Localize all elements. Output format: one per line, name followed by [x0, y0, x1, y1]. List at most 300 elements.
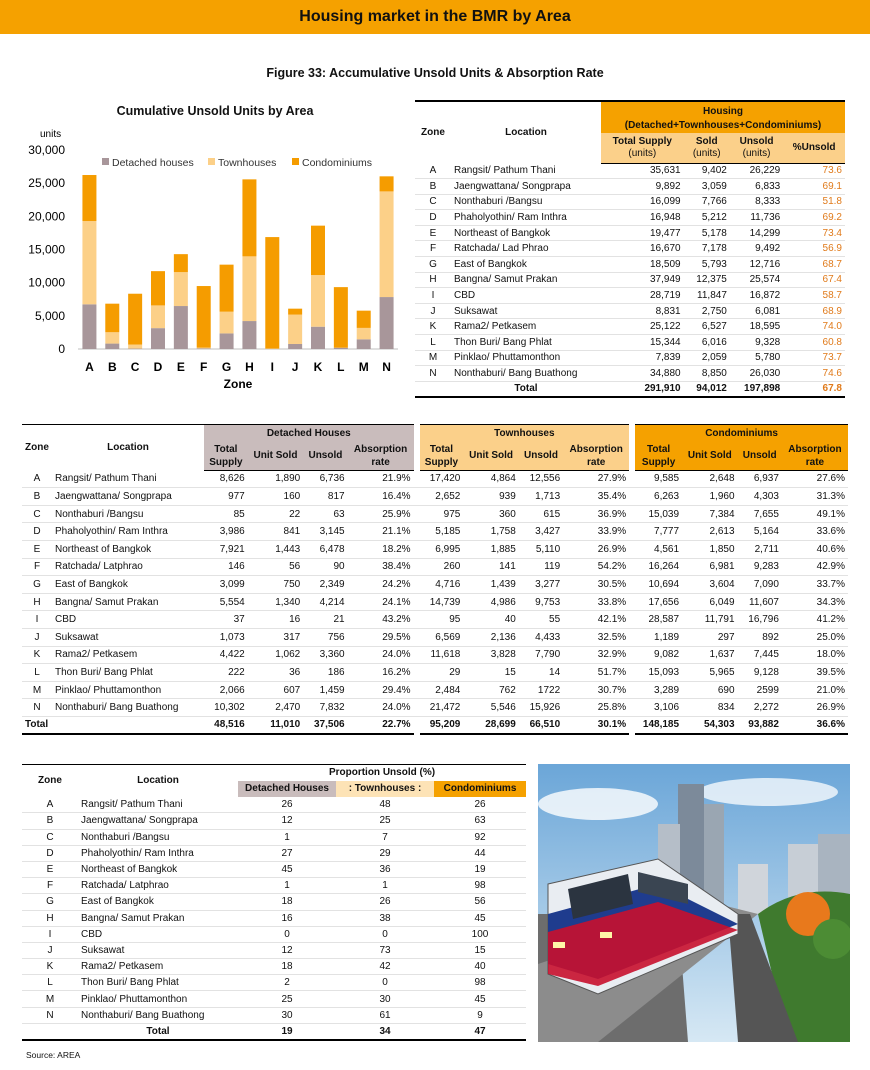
t2-cell: J: [22, 628, 52, 646]
table-row: [22, 845, 526, 861]
t3-cell: E: [22, 861, 78, 877]
t2-cell: 15: [463, 664, 518, 682]
table-row: [22, 646, 848, 664]
t2-cell: 975: [420, 505, 464, 523]
t1-col-header: [783, 133, 845, 163]
table-row: [22, 488, 848, 506]
t2-cell: 40: [463, 611, 518, 629]
table-row: [22, 611, 848, 629]
t2-cell: 3,277: [519, 576, 563, 594]
t2-cell: 3,106: [635, 699, 682, 717]
housing-summary-table: [415, 100, 845, 398]
t2-cell: 42.1%: [563, 611, 629, 629]
t3-cell: 30: [238, 1007, 336, 1023]
y-axis-label: units: [40, 129, 62, 140]
t1-cell: 34,880: [601, 366, 684, 382]
t1-cell: Suksawat: [451, 303, 601, 319]
t1-cell: 9,492: [730, 241, 783, 257]
t1-cell: Thon Buri/ Bang Phlat: [451, 335, 601, 351]
t2-cell: 16.4%: [348, 488, 414, 506]
table-row: [22, 523, 848, 541]
t2-cell: 18.0%: [782, 646, 848, 664]
t1-cell: 6,833: [730, 179, 783, 195]
t2-cell: 1,443: [248, 540, 303, 558]
t1-cell: J: [415, 303, 451, 319]
bar-segment: [220, 265, 234, 312]
t3-cell: 45: [434, 991, 526, 1007]
t3-cell: 0: [336, 926, 434, 942]
t2-group-detached: Detached Houses: [204, 425, 414, 443]
t2-cell: 607: [248, 681, 303, 699]
bar-segment: [265, 237, 279, 348]
t2-sub-header: Absorption: [348, 442, 414, 456]
t2-cell: 3,289: [635, 681, 682, 699]
table-row: [22, 558, 848, 576]
table-row: [22, 910, 526, 926]
bar-segment: [151, 271, 165, 305]
t2-cell: 360: [463, 505, 518, 523]
t2-cell: 1,073: [204, 628, 248, 646]
t3-cell: 45: [434, 910, 526, 926]
t2-cell: 36: [248, 664, 303, 682]
t2-cell: Phaholyothin/ Ram Inthra: [52, 523, 204, 541]
t3-cell: 42: [336, 959, 434, 975]
table-row: [22, 926, 526, 942]
bar-segment: [357, 328, 371, 339]
t2-cell: 2,648: [682, 470, 737, 488]
bar-segment: [242, 179, 256, 256]
total-row: [415, 381, 845, 397]
t2-cell: 9,128: [738, 664, 782, 682]
t1-cell: 16,948: [601, 210, 684, 226]
table-row: [22, 664, 848, 682]
table-row: [22, 1007, 526, 1023]
bar-segment: [105, 304, 119, 333]
t2-sub-header: Unit Sold: [682, 442, 737, 470]
x-tick-label: F: [200, 360, 208, 374]
t2-cell: E: [22, 540, 52, 558]
t2-cell: 10,694: [635, 576, 682, 594]
t3-cell: D: [22, 845, 78, 861]
total-row: [22, 716, 848, 734]
t2-cell: C: [22, 505, 52, 523]
table-row: [415, 225, 845, 241]
t1-cell: 73.7: [783, 350, 845, 366]
t3-total-cell: Total: [78, 1023, 238, 1039]
t2-cell: 16.2%: [348, 664, 414, 682]
chart-title: Cumulative Unsold Units by Area: [116, 104, 314, 118]
t3-cell: Suksawat: [78, 942, 238, 958]
legend-swatch: [102, 158, 109, 165]
bar-segment: [311, 226, 325, 275]
bar-segment: [82, 221, 96, 304]
table-row: [22, 505, 848, 523]
t2-cell: A: [22, 470, 52, 488]
t3-cell: 73: [336, 942, 434, 958]
t1-col-header: [601, 133, 684, 163]
table-row: [22, 540, 848, 558]
t1-cell: 18,509: [601, 257, 684, 273]
t1-cell: 7,178: [684, 241, 730, 257]
t1-col-label: Total Supply: [612, 135, 672, 147]
page-banner: Housing market in the BMR by Area: [0, 0, 870, 34]
t2-cell: Bangna/ Samut Prakan: [52, 593, 204, 611]
t2-cell: 4,422: [204, 646, 248, 664]
x-tick-label: D: [153, 360, 163, 374]
t2-cell: 1,062: [248, 646, 303, 664]
t2-cell: 90: [303, 558, 347, 576]
proportion-unsold-table: [22, 764, 526, 1041]
t3-cell: G: [22, 894, 78, 910]
t2-cell: 26.9%: [563, 540, 629, 558]
t1-cell: F: [415, 241, 451, 257]
t3-cell: Northeast of Bangkok: [78, 861, 238, 877]
table-row: [22, 878, 526, 894]
t3-cell: 48: [336, 797, 434, 813]
t2-cell: 1,960: [682, 488, 737, 506]
t1-cell: L: [415, 335, 451, 351]
t2-cell: 24.0%: [348, 646, 414, 664]
t3-cell: 98: [434, 975, 526, 991]
bar-segment: [242, 256, 256, 321]
bar-segment: [311, 275, 325, 327]
y-tick-label: 5,000: [34, 308, 65, 323]
t3-cell: I: [22, 926, 78, 942]
t3-cell: 56: [434, 894, 526, 910]
t3-cell: L: [22, 975, 78, 991]
t2-cell: 762: [463, 681, 518, 699]
t2-cell: 4,716: [420, 576, 464, 594]
legend-label: Townhouses: [218, 157, 277, 169]
t1-total-cell: 291,910: [601, 381, 684, 397]
t2-sub-header: Total: [420, 442, 464, 456]
t1-cell: Ratchada/ Lad Phrao: [451, 241, 601, 257]
table-row: [415, 303, 845, 319]
bar-segment: [288, 315, 302, 344]
t2-cell: 85: [204, 505, 248, 523]
t2-cell: 54,303: [682, 716, 737, 734]
t2-cell: 7,655: [738, 505, 782, 523]
t2-cell: 27.9%: [563, 470, 629, 488]
t2-cell: 12,556: [519, 470, 563, 488]
t2-cell: 42.9%: [782, 558, 848, 576]
t2-cell: 3,427: [519, 523, 563, 541]
bar-segment: [197, 348, 211, 349]
t2-cell: 35.4%: [563, 488, 629, 506]
t2-cell: 16,264: [635, 558, 682, 576]
t2-cell: 54.2%: [563, 558, 629, 576]
t2-zone-header: Zone: [22, 425, 52, 471]
t3-cell: 0: [238, 926, 336, 942]
t2-cell: 2,349: [303, 576, 347, 594]
t2-cell: 1,459: [303, 681, 347, 699]
t3-zone-header: Zone: [22, 765, 78, 797]
t1-location-header: Location: [451, 101, 601, 163]
t2-cell: 2599: [738, 681, 782, 699]
t3-cell: 36: [336, 861, 434, 877]
t2-cell: I: [22, 611, 52, 629]
t2-cell: 37: [204, 611, 248, 629]
t2-cell: 24.2%: [348, 576, 414, 594]
t2-cell: 41.2%: [782, 611, 848, 629]
t1-cell: 14,299: [730, 225, 783, 241]
t3-cell: 18: [238, 894, 336, 910]
t2-cell: 14,739: [420, 593, 464, 611]
table-row: [415, 272, 845, 288]
t3-cell: N: [22, 1007, 78, 1023]
t2-cell: 6,981: [682, 558, 737, 576]
legend-swatch: [292, 158, 299, 165]
t1-cell: 56.9: [783, 241, 845, 257]
t2-cell: 6,478: [303, 540, 347, 558]
legend-label: Detached houses: [112, 157, 194, 169]
t2-cell: 7,777: [635, 523, 682, 541]
bar-segment: [288, 309, 302, 315]
t1-cell: I: [415, 288, 451, 304]
t3-cell: F: [22, 878, 78, 894]
t2-cell: 7,921: [204, 540, 248, 558]
t3-cell: 26: [238, 797, 336, 813]
t3-cell: 26: [434, 797, 526, 813]
t2-cell: East of Bangkok: [52, 576, 204, 594]
t2-cell: 32.9%: [563, 646, 629, 664]
t2-cell: 14: [519, 664, 563, 682]
bar-segment: [357, 339, 371, 349]
t2-sub-header: Unsold: [519, 442, 563, 470]
t2-sub-header: Unsold: [303, 442, 347, 470]
table-row: [415, 288, 845, 304]
t2-cell: 24.1%: [348, 593, 414, 611]
t2-cell: 28,587: [635, 611, 682, 629]
t2-sub-header: Unsold: [738, 442, 782, 470]
t2-cell: 33.7%: [782, 576, 848, 594]
t2-cell: 16: [248, 611, 303, 629]
t1-cell: 68.9: [783, 303, 845, 319]
t2-cell: 7,090: [738, 576, 782, 594]
t2-cell: 6,263: [635, 488, 682, 506]
t2-cell: 4,864: [463, 470, 518, 488]
t2-cell: Nonthaburi /Bangsu: [52, 505, 204, 523]
t2-cell: Thon Buri/ Bang Phlat: [52, 664, 204, 682]
x-tick-label: H: [245, 360, 254, 374]
t2-cell: G: [22, 576, 52, 594]
t2-cell: 37,506: [303, 716, 347, 734]
t2-cell: 3,828: [463, 646, 518, 664]
t3-cell: 25: [336, 813, 434, 829]
t2-cell: 2,470: [248, 699, 303, 717]
t1-cell: 16,670: [601, 241, 684, 257]
t2-total-label: Total: [22, 716, 52, 734]
t2-cell: 29: [420, 664, 464, 682]
t2-cell: M: [22, 681, 52, 699]
t2-cell: 615: [519, 505, 563, 523]
t1-cell: 7,766: [684, 194, 730, 210]
bar-segment: [82, 175, 96, 221]
t3-cell: H: [22, 910, 78, 926]
t3-cell: Phaholyothin/ Ram Inthra: [78, 845, 238, 861]
t1-col-label: %Unsold: [792, 141, 836, 153]
t2-cell: 30.1%: [563, 716, 629, 734]
bar-segment: [128, 345, 142, 349]
t2-sub-header: Total: [204, 442, 248, 456]
t3-cell: K: [22, 959, 78, 975]
t1-cell: 18,595: [730, 319, 783, 335]
t1-cell: 8,333: [730, 194, 783, 210]
bar-segment: [197, 286, 211, 348]
t1-cell: Rama2/ Petkasem: [451, 319, 601, 335]
t1-cell: 37,949: [601, 272, 684, 288]
t3-cell: 7: [336, 829, 434, 845]
t2-cell: 25.0%: [782, 628, 848, 646]
t2-cell: 1,890: [248, 470, 303, 488]
t1-cell: M: [415, 350, 451, 366]
t1-cell: 7,839: [601, 350, 684, 366]
table-row: [22, 975, 526, 991]
t1-cell: 68.7: [783, 257, 845, 273]
t3-cell: 92: [434, 829, 526, 845]
t1-cell: Northeast of Bangkok: [451, 225, 601, 241]
bar-segment: [288, 344, 302, 349]
t2-cell: 22: [248, 505, 303, 523]
t3-cell: 27: [238, 845, 336, 861]
t2-cell: 119: [519, 558, 563, 576]
t2-cell: 1,713: [519, 488, 563, 506]
t2-cell: 26.9%: [782, 699, 848, 717]
t2-cell: 3,099: [204, 576, 248, 594]
t2-cell: Northeast of Bangkok: [52, 540, 204, 558]
t2-cell: 2,711: [738, 540, 782, 558]
t3-cell: 15: [434, 942, 526, 958]
t2-cell: 9,283: [738, 558, 782, 576]
t2-cell: 21: [303, 611, 347, 629]
t2-cell: 48,516: [204, 716, 248, 734]
bar-segment: [105, 344, 119, 349]
t1-cell: 69.1: [783, 179, 845, 195]
t1-cell: Pinklao/ Phuttamonthon: [451, 350, 601, 366]
t2-cell: 3,986: [204, 523, 248, 541]
t1-cell: 26,030: [730, 366, 783, 382]
bar-segment: [380, 297, 394, 349]
t2-cell: 33.9%: [563, 523, 629, 541]
t3-total-cell: 19: [238, 1023, 336, 1039]
table-row: [22, 470, 848, 488]
table-row: [22, 576, 848, 594]
t1-cell: D: [415, 210, 451, 226]
bar-segment: [380, 176, 394, 191]
t2-cell: 146: [204, 558, 248, 576]
t3-cell: Thon Buri/ Bang Phlat: [78, 975, 238, 991]
t2-cell: 5,554: [204, 593, 248, 611]
t1-cell: A: [415, 163, 451, 179]
t1-cell: 26,229: [730, 163, 783, 179]
table-row: [415, 163, 845, 179]
t2-cell: Pinklao/ Phuttamonthon: [52, 681, 204, 699]
t2-cell: 31.3%: [782, 488, 848, 506]
t2-cell: 34.3%: [782, 593, 848, 611]
t2-cell: 2,066: [204, 681, 248, 699]
t3-cell: Jaengwattana/ Songprapa: [78, 813, 238, 829]
table-row: [22, 797, 526, 813]
t1-cell: 16,099: [601, 194, 684, 210]
t2-cell: 95: [420, 611, 464, 629]
t2-cell: 5,965: [682, 664, 737, 682]
t2-cell: 36.9%: [563, 505, 629, 523]
x-tick-label: G: [221, 360, 232, 374]
t1-cell: 9,402: [684, 163, 730, 179]
t1-housing-header: Housing: [601, 101, 845, 117]
t2-cell: 1,637: [682, 646, 737, 664]
t2-cell: 4,433: [519, 628, 563, 646]
t2-cell: 1,850: [682, 540, 737, 558]
t1-housing-subheader: (Detached+Townhouses+Condominiums): [601, 117, 845, 133]
t1-cell: 58.7: [783, 288, 845, 304]
t1-cell: 12,375: [684, 272, 730, 288]
t2-cell: 11,791: [682, 611, 737, 629]
t1-cell: Bangna/ Samut Prakan: [451, 272, 601, 288]
table-row: [415, 241, 845, 257]
t1-cell: 19,477: [601, 225, 684, 241]
t2-group-townhouses: Townhouses: [420, 425, 630, 443]
t2-cell: 11,607: [738, 593, 782, 611]
bar-segment: [357, 311, 371, 328]
t2-cell: 2,613: [682, 523, 737, 541]
t1-cell: H: [415, 272, 451, 288]
t2-cell: Ratchada/ Latphrao: [52, 558, 204, 576]
t1-cell: 2,059: [684, 350, 730, 366]
t2-cell: CBD: [52, 611, 204, 629]
t1-col-units: (units): [692, 147, 721, 159]
t1-cell: 11,736: [730, 210, 783, 226]
t3-cell: J: [22, 942, 78, 958]
t2-cell: K: [22, 646, 52, 664]
t2-cell: Rangsit/ Pathum Thani: [52, 470, 204, 488]
t2-cell: 30.5%: [563, 576, 629, 594]
t1-total-cell: 197,898: [730, 381, 783, 397]
t1-cell: 73.6: [783, 163, 845, 179]
t1-col-label: Unsold: [739, 135, 774, 147]
t2-cell: 51.7%: [563, 664, 629, 682]
t3-cell: Pinklao/ Phuttamonthon: [78, 991, 238, 1007]
t1-cell: 8,831: [601, 303, 684, 319]
t2-cell: 841: [248, 523, 303, 541]
table-row: [22, 959, 526, 975]
t2-location-header: Location: [52, 425, 204, 471]
t2-cell: 297: [682, 628, 737, 646]
t3-cell: 12: [238, 813, 336, 829]
t2-sub-header2: Supply: [204, 456, 248, 470]
figure-title: Figure 33: Accumulative Unsold Units & Absorption Rate: [266, 66, 604, 80]
t2-cell: 186: [303, 664, 347, 682]
table-row: [22, 699, 848, 717]
t2-cell: 1,885: [463, 540, 518, 558]
t3-cell: 40: [434, 959, 526, 975]
t2-cell: 148,185: [635, 716, 682, 734]
t1-cell: N: [415, 366, 451, 382]
t2-cell: Suksawat: [52, 628, 204, 646]
t2-cell: 38.4%: [348, 558, 414, 576]
table-row: [415, 350, 845, 366]
t1-cell: K: [415, 319, 451, 335]
x-tick-label: K: [313, 360, 323, 374]
t2-cell: 21.0%: [782, 681, 848, 699]
t2-cell: 24.0%: [348, 699, 414, 717]
t3-cell: 16: [238, 910, 336, 926]
t2-cell: 21.1%: [348, 523, 414, 541]
t2-sub-header: Total: [635, 442, 682, 456]
t2-cell: 43.2%: [348, 611, 414, 629]
bar-segment: [334, 287, 348, 348]
t1-cell: 8,850: [684, 366, 730, 382]
